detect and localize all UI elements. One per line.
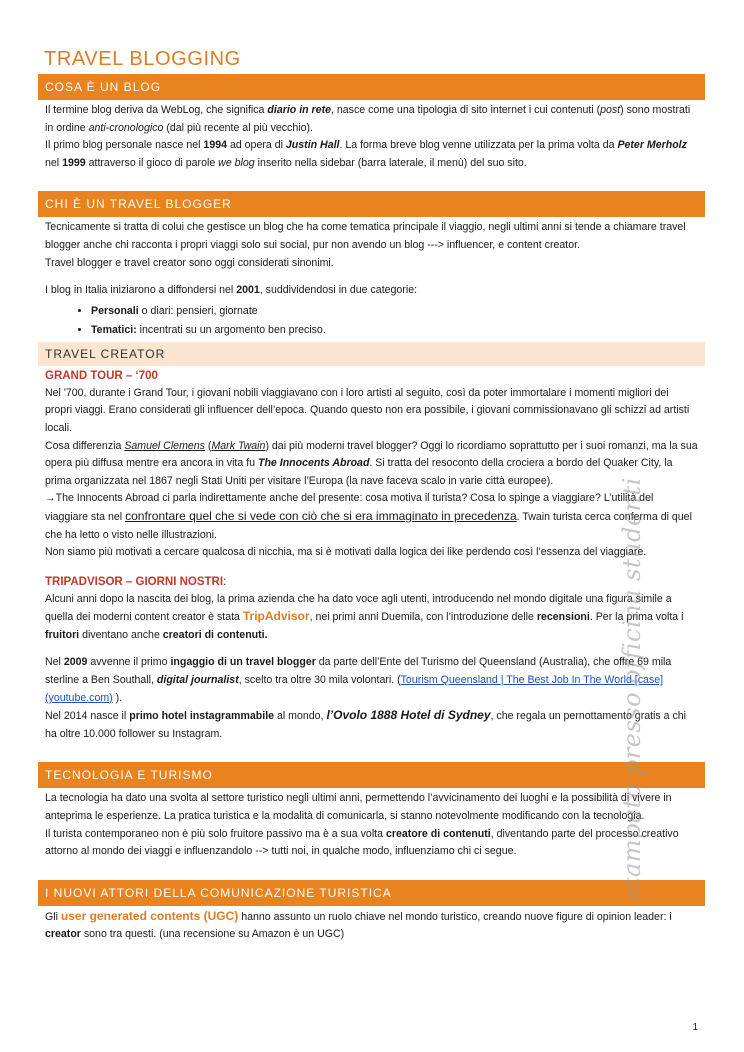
section-heading-attori: I NUOVI ATTORI DELLA COMUNICAZIONE TURISTICA (38, 880, 705, 906)
paragraph: Tecnicamente si tratta di colui che gestisce un blog che ha come tematica principale il viaggio, negli ultimi anni si tende a chiamare travel blogger anche chi racconta i propri viaggi solo sui social, pur non avendo un blog ---> influencer, e content creator. (45, 221, 686, 251)
section-body-grand-tour (38, 385, 705, 562)
paragraph: Travel blogger e travel creator sono oggi considerati sinonimi. (45, 256, 334, 269)
section-heading-creator: TRAVEL CREATOR (38, 342, 705, 366)
paragraph: I blog in Italia iniziarono a diffondersi nel 2001, suddividendosi in due categorie: (45, 284, 418, 297)
paragraph: Il primo blog personale nasce nel 1994 ad opera di Justin Hall. La forma breve blog venne utilizzata per la prima volta da Peter Merholz nel 1999 attraverso il gioco di parole we blog inserito nella sidebar (barra laterale, il menù) del suo sito. (45, 139, 687, 169)
section-body-attori (38, 906, 705, 944)
paragraph: →The Innocents Abroad ci parla indirettamente anche del presente: cosa motiva il turista? Cosa lo spinge a viaggiare? L’utilità del viaggiare sta nel confrontare quel che si vede con ciò che si era immaginato in precedenza. Twain turista cerca conferma di quel che ha letto o visto nelle illustrazioni. (45, 492, 692, 541)
subheading-grand-tour: GRAND TOUR – ‘700 (45, 369, 158, 382)
watermark-stamp: stampato presso officina studenti (618, 477, 646, 900)
document-title: TRAVEL BLOGGING (44, 48, 241, 70)
paragraph: Nel '700, durante i Grand Tour, i giovani nobili viaggiavano con i loro artisti al seguito, così da poter immortalare i momenti migliori dei propri viaggi. Erano considerati gli influencer dell’epoca. Quando questo non era possibile, i giovani commissionavano gli schizzi ad artisti locali. (45, 386, 690, 434)
paragraph: La tecnologia ha dato una svolta al settore turistico negli ultimi anni, permettendo l’avvicinamento dei luoghi e la possibilità di vivere in anteprima le esperienze. La pratica turistica e la modalità di comunicarla, si stanno notevolmente modificando con la tecnologia. (45, 792, 672, 823)
section-body-chi (38, 217, 705, 339)
list-item: • Tematici: incentrati su un argomento ben preciso. (91, 321, 698, 340)
category-list (45, 302, 698, 340)
section-heading-tecno: TECNOLOGIA E TURISMO (38, 762, 705, 788)
paragraph: Cosa differenzia Samuel Clemens (Mark Twain) dai più moderni travel blogger? Oggi lo ricordiamo soprattutto per i suoi romanzi, ma la sua opera più diffusa mentre era ancora in vita fu The Innocents Abroad. Si tratta del resoconto della crociera a bordo del Quaker City, la prima organizzata nel 1867 negli Stati Uniti per visitare l’Europa (la nave faceva scalo in varie città europee). (45, 439, 698, 487)
page-number: 1 (692, 1022, 698, 1033)
document-page (38, 0, 705, 944)
subheading-tripadvisor: TRIPADVISOR – GIORNI NOSTRI: (45, 575, 227, 588)
section-heading-chi: CHI È UN TRAVEL BLOGGER (38, 191, 705, 217)
section-body-cosa (38, 100, 705, 172)
paragraph: Nel 2009 avvenne il primo ingaggio di un travel blogger da parte dell’Ente del Turismo del Queensland (Australia), che offre 69 mila sterline a Ben Southall, digital journalist, scelto tra oltre 30 mila volontari. (Tourism Queensland | The Best Job In The World [case] (youtube.com) ). (45, 656, 672, 704)
section-body-tripadvisor (38, 591, 705, 744)
paragraph: Nel 2014 nasce il primo hotel instagrammabile al mondo, l’Ovolo 1888 Hotel di Sydney, che regala un pernottamento gratis a chi ha oltre 10.000 follower su Instagram. (45, 708, 687, 740)
section-body-tecno (38, 788, 705, 860)
paragraph: Il turista contemporaneo non è più solo fruitore passivo ma è a sua volta creatore di contenuti, diventando parte del processo creativo attorno al mondo dei viaggi e influenzandolo --> tutti noi, in qualche modo, influenziamo chi ci segue. (45, 827, 679, 858)
paragraph: Gli user generated contents (UGC) hanno assunto un ruolo chiave nel mondo turistico, creando nuove figure di opinion leader: i creator sono tra questi. (una recensione su Amazon è un UGC) (45, 908, 672, 941)
youtube-link[interactable]: Tourism Queensland | The Best Job In The World [case] (youtube.com) (45, 674, 664, 704)
paragraph: Non siamo più motivati a cercare qualcosa di nicchia, ma si è motivati dalla logica dei like perdendo così l’essenza del viaggiare. (45, 546, 647, 559)
list-item: • Personali o diari: pensieri, giornate (91, 302, 698, 321)
paragraph: Il termine blog deriva da WebLog, che significa diario in rete, nasce come una tipologia di sito internet i cui contenuti (post) sono mostrati in ordine anti-cronologico (dal più recente al più vecchio). (45, 104, 691, 134)
section-heading-cosa: COSA È UN BLOG (38, 74, 705, 100)
paragraph: Alcuni anni dopo la nascita dei blog, la prima azienda che ha dato voce agli utenti, introducendo nel mondo digitale una figura simile a quella dei moderni content creator è stata TripAdvisor, nei primi anni Duemila, con l’introduzione delle recensioni. Per la prima volta i fruitori diventano anche creatori di contenuti. (45, 592, 684, 641)
